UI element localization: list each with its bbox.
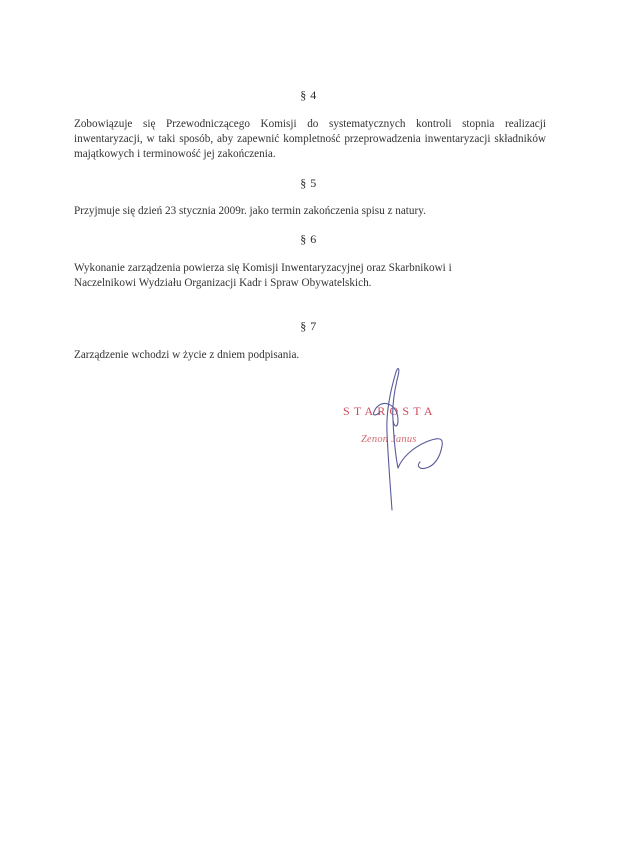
paragraph-6-line-2: Naczelnikowi Wydziału Organizacji Kadr i Spraw Obywatelskich.: [74, 277, 372, 289]
paragraph-7: Zarządzenie wchodzi w życie z dniem podpisania.: [74, 349, 300, 361]
section-mark-6: § 6: [300, 232, 317, 246]
handwritten-signature-icon: [340, 362, 460, 512]
signature-stroke: [373, 369, 442, 510]
section-mark-7: § 7: [300, 319, 317, 333]
stamp-title: STAROSTA: [343, 404, 437, 418]
stamp-name: Zenon Janus: [361, 434, 417, 445]
section-mark-4: § 4: [300, 88, 317, 102]
paragraph-5: Przyjmuje się dzień 23 stycznia 2009r. jako termin zakończenia spisu z natury.: [74, 205, 426, 217]
paragraph-4: Zobowiązuje się Przewodniczącego Komisji do systematycznych kontroli stopnia realizacji inwentaryzacji, w taki sposób, aby zapewnić kompletność przeprowadzenia inwentaryzacji składników majątkowych i terminowość jej zakończenia.: [74, 118, 546, 160]
paragraph-6-line-1: Wykonanie zarządzenia powierza się Komisji Inwentaryzacyjnej oraz Skarbnikowi i: [74, 262, 452, 274]
section-mark-5: § 5: [300, 176, 317, 190]
